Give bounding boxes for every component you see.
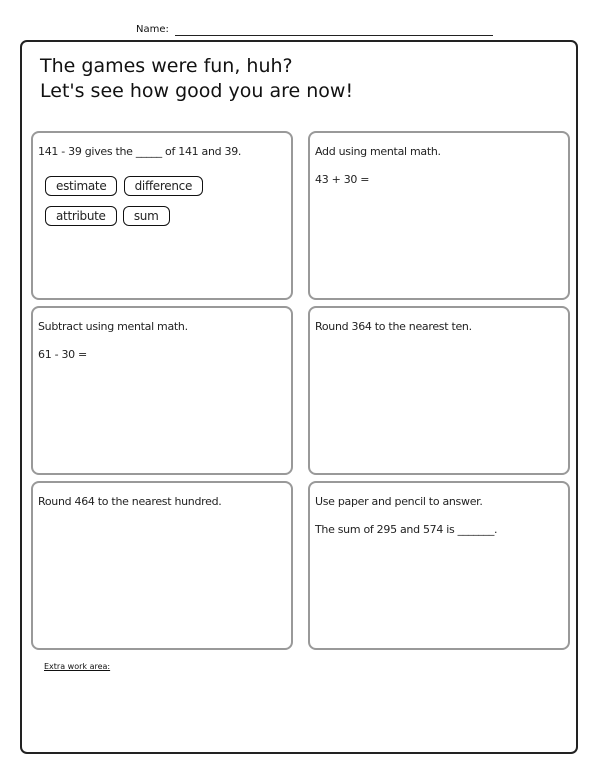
question-card-1 xyxy=(31,131,293,300)
choice-estimate[interactable]: estimate xyxy=(45,176,117,196)
question-4-prompt: Round 364 to the nearest ten. xyxy=(315,320,472,333)
choice-difference[interactable]: difference xyxy=(124,176,203,196)
question-6-prompt: Use paper and pencil to answer. xyxy=(315,495,483,508)
question-6-expression: The sum of 295 and 574 is _______. xyxy=(315,523,498,536)
question-card-3 xyxy=(31,306,293,475)
name-field[interactable] xyxy=(175,35,493,36)
question-3-expression: 61 - 30 = xyxy=(38,348,87,361)
question-card-4 xyxy=(308,306,570,475)
question-card-6 xyxy=(308,481,570,650)
name-label: Name: xyxy=(136,24,169,35)
question-card-2 xyxy=(308,131,570,300)
question-2-expression: 43 + 30 = xyxy=(315,173,370,186)
worksheet-heading xyxy=(40,54,353,104)
extra-work-label: Extra work area: xyxy=(44,662,111,671)
heading-line-1: The games were fun, huh? xyxy=(40,55,293,77)
answer-choices xyxy=(45,176,275,236)
question-card-5 xyxy=(31,481,293,650)
choice-attribute[interactable]: attribute xyxy=(45,206,117,226)
question-5-prompt: Round 464 to the nearest hundred. xyxy=(38,495,222,508)
question-2-prompt: Add using mental math. xyxy=(315,145,441,158)
choice-sum[interactable]: sum xyxy=(123,206,170,226)
worksheet xyxy=(20,40,578,754)
question-3-prompt: Subtract using mental math. xyxy=(38,320,188,333)
question-1-prompt: 141 - 39 gives the _____ of 141 and 39. xyxy=(38,145,242,158)
heading-line-2: Let's see how good you are now! xyxy=(40,80,354,102)
